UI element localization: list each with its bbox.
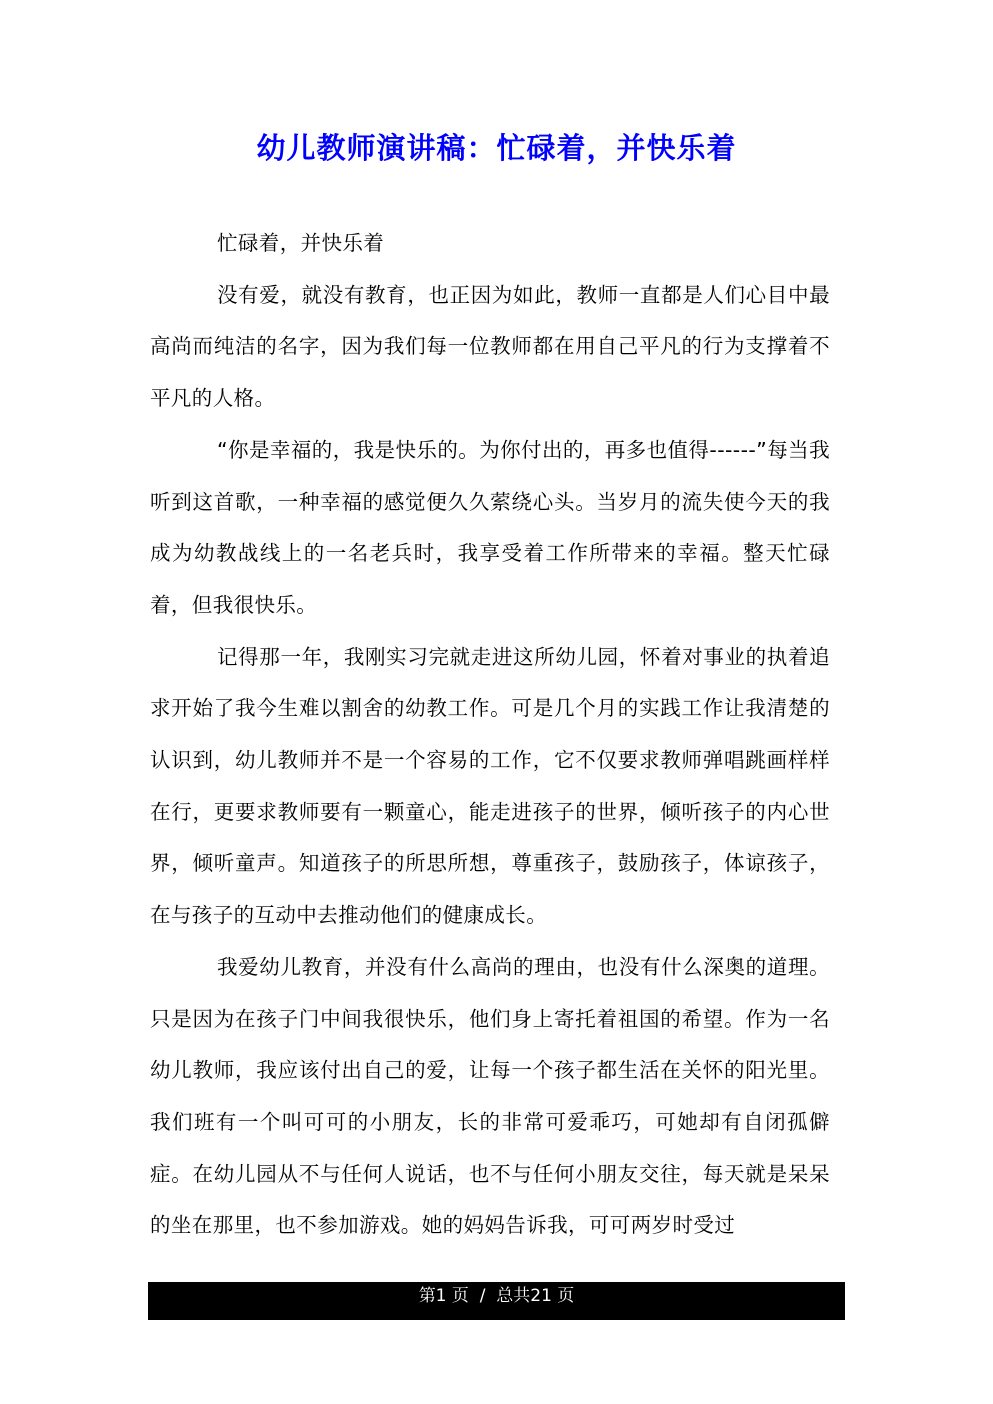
paragraph: 我爱幼儿教育，并没有什么高尚的理由，也没有什么深奥的道理。只是因为在孩子门中间我很快乐，他们身上寄托着祖国的希望。作为一名幼儿教师，我应该付出自己的爱，让每一个孩子都生活在关怀的阳光里。我们班有一个叫可可的小朋友，长的非常可爱乖巧，可她却有自闭孤僻症。在幼儿园从不与任何人说话，也不与任何小朋友交往，每天就是呆呆的坐在那里，也不参加游戏。她的妈妈告诉我，可可两岁时受过 [150,954,830,1238]
paragraph: 没有爱，就没有教育，也正因为如此，教师一直都是人们心目中最高尚而纯洁的名字，因为我们每一位教师都在用自己平凡的行为支撑着不平凡的人格。 [150,282,830,411]
paragraph: “你是幸福的，我是快乐的。为你付出的，再多也值得------”每当我听到这首歌，一种幸福的感觉便久久萦绕心头。当岁月的流失使今天的我成为幼教战线上的一名老兵时，我享受着工作所带来的幸福。整天忙碌着，但我很快乐。 [150,437,830,617]
page-footer-bar [148,1282,845,1320]
paragraph: 记得那一年，我刚实习完就走进这所幼儿园，怀着对事业的执着追求开始了我今生难以割舍的幼教工作。可是几个月的实践工作让我清楚的认识到，幼儿教师并不是一个容易的工作，它不仅要求教师弹唱跳画样样在行，更要求教师要有一颗童心，能走进孩子的世界，倾听孩子的内心世界，倾听童声。知道孩子的所思所想，尊重孩子，鼓励孩子，体谅孩子，在与孩子的互动中去推动他们的健康成长。 [150,644,830,928]
page-indicator: 第1 页 / 总共21 页 [418,1286,575,1306]
document-title: 幼儿教师演讲稿：忙碌着，并快乐着 [256,131,737,165]
document-subtitle: 忙碌着，并快乐着 [217,231,385,255]
document-body [150,218,830,1252]
